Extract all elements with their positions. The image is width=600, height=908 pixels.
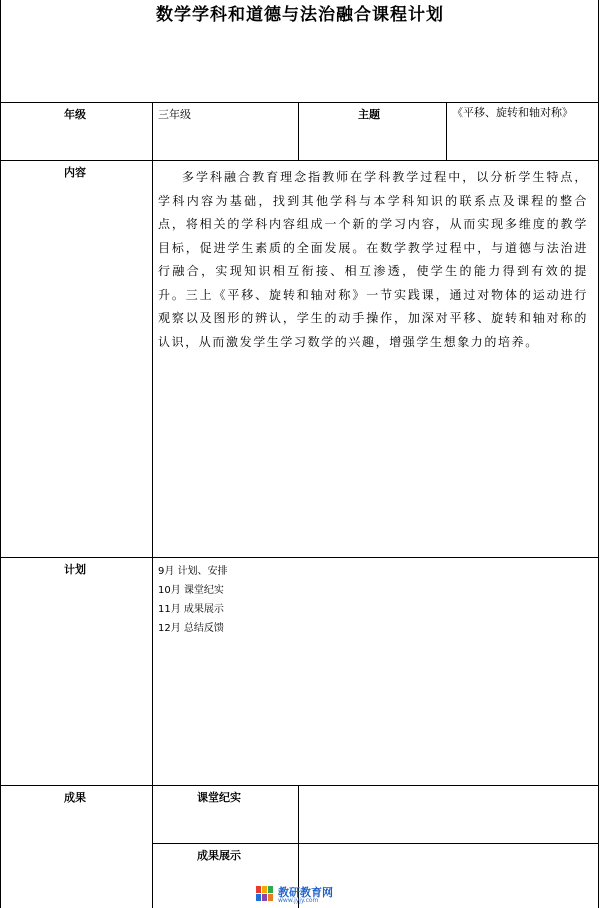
row-divider-2 xyxy=(0,160,599,161)
plan-item: 11月 成果展示 xyxy=(158,604,224,615)
theme-value: 《平移、旋转和轴对称》 xyxy=(452,106,573,119)
results-label: 成果 xyxy=(64,791,86,804)
row-divider-results xyxy=(152,843,599,844)
plan-item: 12月 总结反馈 xyxy=(158,623,224,634)
column-divider-1 xyxy=(152,102,153,908)
table-border-right xyxy=(598,0,599,908)
page-title: 数学学科和道德与法治融合课程计划 xyxy=(156,5,444,25)
content-label: 内容 xyxy=(64,166,86,179)
row-divider-1 xyxy=(0,102,599,103)
plan-item: 9月 计划、安排 xyxy=(158,566,228,577)
results-sub-showcase: 成果展示 xyxy=(197,849,241,862)
logo-blocks-icon xyxy=(256,886,274,902)
grade-label: 年级 xyxy=(64,108,86,121)
column-divider-2 xyxy=(298,102,299,160)
logo-url: www.jyjy.com xyxy=(278,897,319,904)
results-sub-classroom: 课堂纪实 xyxy=(197,791,241,804)
table-border-left xyxy=(0,0,1,908)
plan-label: 计划 xyxy=(64,563,86,576)
column-divider-3 xyxy=(446,102,447,160)
plan-list xyxy=(158,562,228,638)
grade-value: 三年级 xyxy=(158,108,191,121)
row-divider-3 xyxy=(0,557,599,558)
row-divider-4 xyxy=(0,785,599,786)
watermark-logo xyxy=(256,884,356,906)
plan-item: 10月 课堂纪实 xyxy=(158,585,224,596)
theme-label: 主题 xyxy=(358,108,380,121)
logo-brand: 教研教育网 xyxy=(278,886,333,899)
content-text: 多学科融合教育理念指教师在学科教学过程中，以分析学生特点，学科内容为基础，找到其他学科与本学科知识的联系点及课程的整合点，将相关的学科内容组成一个新的学习内容，从而实现多维度的教学目标，促进学生素质的全面发展。在数学教学过程中，与道德与法治进行融合，实现知识相互衔接、相互渗透，使学生的能力得到有效的提升。三上《平移、旋转和轴对称》一节实践课，通过对物体的运动进行观察以及图形的辨认，学生的动手操作，加深对平移、旋转和轴对称的认识，从而激发学生学习数学的兴趣，增强学生想象力的培养。 xyxy=(158,170,588,349)
